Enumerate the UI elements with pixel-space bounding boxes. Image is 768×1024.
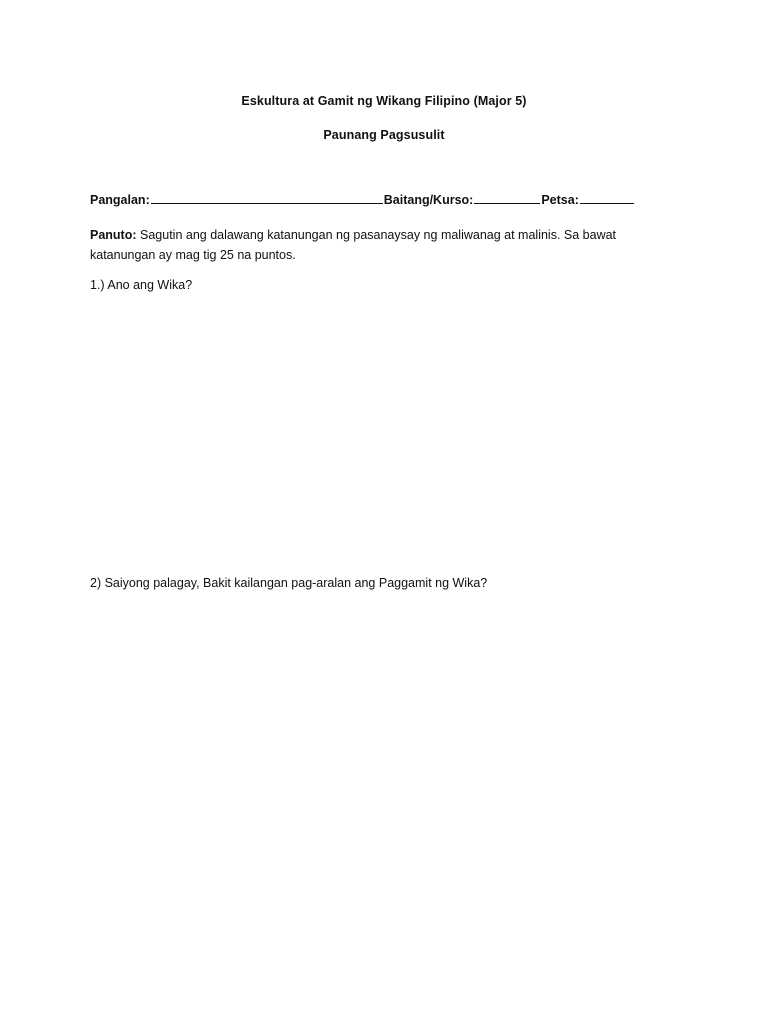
student-info-line [90, 192, 635, 207]
document-title: Eskultura at Gamit ng Wikang Filipino (Major 5) [241, 94, 527, 108]
instructions-lead: Panuto [90, 228, 133, 242]
grade-blank[interactable] [474, 192, 540, 204]
question-2: 2) Saiyong palagay, Bakit kailangan pag-aralan ang Paggamit ng Wika? [90, 576, 488, 590]
name-label: Pangalan: [90, 193, 150, 207]
name-blank[interactable] [151, 192, 383, 204]
question-1: 1.) Ano ang Wika? [90, 278, 193, 292]
date-label: Petsa: [541, 193, 579, 207]
instructions-colon: : [132, 228, 137, 242]
instructions-text: Sagutin ang dalawang katanungan ng pasanaysay ng maliwanag at malinis. Sa bawat katanungan ay mag tig 25 na puntos. [90, 228, 617, 262]
grade-label: Baitang/Kurso: [383, 193, 474, 207]
date-blank[interactable] [580, 192, 634, 204]
document-subtitle: Paunang Pagsusulit [323, 128, 445, 142]
instructions [90, 225, 620, 265]
